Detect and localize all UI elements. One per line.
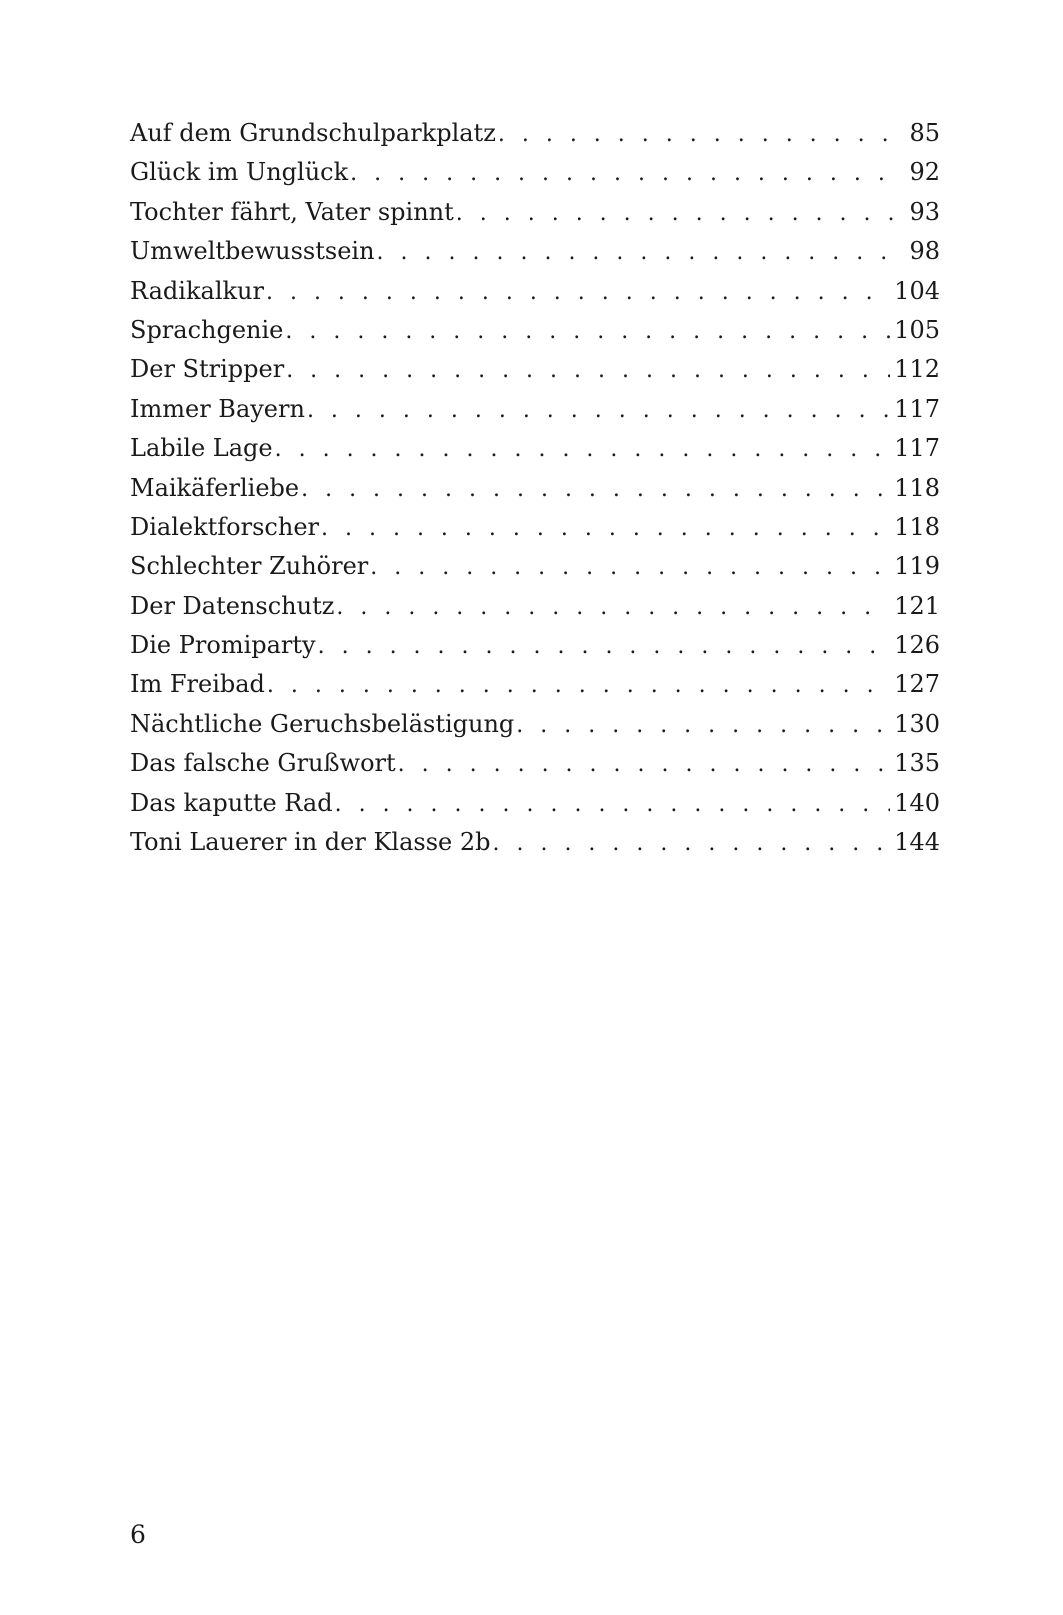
toc-entry (130, 114, 940, 153)
toc-entry (130, 784, 940, 823)
toc-entry (130, 350, 940, 389)
dot-leader (516, 706, 890, 745)
toc-entry-title: Glück im Unglück (130, 158, 349, 187)
toc-entry-title: Das kaputte Rad (130, 788, 333, 817)
toc-entry (130, 823, 940, 862)
toc-entry (130, 547, 940, 586)
dot-leader (370, 548, 890, 587)
toc-entry-page: 135 (894, 749, 940, 778)
toc-entry-page: 92 (909, 158, 940, 187)
dot-leader (318, 627, 891, 666)
toc-entry (130, 744, 940, 783)
toc-entry (130, 153, 940, 192)
dot-leader (456, 194, 896, 233)
table-of-contents (130, 114, 940, 862)
toc-entry (130, 469, 940, 508)
toc-entry-page: 117 (894, 434, 940, 463)
toc-entry-title: Der Stripper (130, 355, 285, 384)
toc-entry-page: 105 (894, 315, 940, 344)
dot-leader (275, 430, 891, 469)
dot-leader (267, 666, 890, 705)
dot-leader (498, 115, 896, 154)
dot-leader (335, 785, 891, 824)
toc-entry (130, 193, 940, 232)
toc-entry-page: 117 (894, 394, 940, 423)
toc-entry (130, 626, 940, 665)
toc-entry-title: Radikalkur (130, 276, 264, 305)
dot-leader (286, 351, 890, 390)
toc-entry-title: Immer Bayern (130, 394, 305, 423)
toc-entry-page: 126 (894, 631, 940, 660)
toc-entry-page: 144 (894, 828, 940, 857)
toc-entry-title: Toni Lauerer in der Klasse 2b (130, 828, 491, 857)
toc-entry (130, 705, 940, 744)
toc-entry-page: 118 (894, 473, 940, 502)
toc-entry-page: 118 (894, 512, 940, 541)
toc-entry-title: Dialektforscher (130, 512, 319, 541)
dot-leader (398, 745, 891, 784)
dot-leader (266, 273, 890, 312)
dot-leader (285, 312, 890, 351)
dot-leader (350, 154, 896, 193)
toc-entry-title: Labile Lage (130, 434, 273, 463)
page-number: 6 (130, 1520, 146, 1549)
toc-entry-title: Schlechter Zuhörer (130, 552, 369, 581)
toc-entry (130, 429, 940, 468)
toc-entry (130, 311, 940, 350)
dot-leader (321, 509, 890, 548)
toc-entry-page: 119 (894, 552, 940, 581)
toc-entry-page: 98 (909, 237, 940, 266)
toc-entry-page: 93 (909, 197, 940, 226)
dot-leader (307, 391, 890, 430)
toc-entry-page: 85 (909, 119, 940, 147)
toc-entry (130, 232, 940, 271)
toc-entry (130, 508, 940, 547)
toc-entry (130, 272, 940, 311)
toc-entry-page: 127 (894, 670, 940, 699)
dot-leader (301, 470, 890, 509)
toc-entry-page: 130 (894, 709, 940, 738)
toc-entry-title: Sprachgenie (130, 315, 284, 344)
dot-leader (377, 233, 896, 272)
toc-entry-page: 112 (894, 355, 940, 384)
toc-entry-page: 140 (894, 788, 940, 817)
toc-entry-title: Nächtliche Geruchsbelästigung (130, 709, 515, 738)
toc-entry-title: Das falsche Grußwort (130, 749, 396, 778)
toc-entry-title: Tochter fährt, Vater spinnt (130, 197, 454, 226)
toc-entry-title: Die Promiparty (130, 631, 316, 660)
toc-entry-page: 104 (894, 276, 940, 305)
toc-entry-title: Auf dem Grundschulparkplatz (130, 119, 496, 147)
toc-entry-page: 121 (894, 591, 940, 620)
toc-entry (130, 390, 940, 429)
toc-entry-title: Maikäferliebe (130, 473, 300, 502)
toc-entry (130, 665, 940, 704)
dot-leader (336, 588, 890, 627)
toc-entry-title: Umweltbewusstsein (130, 237, 375, 266)
toc-entry-title: Der Datenschutz (130, 591, 335, 620)
dot-leader (492, 824, 890, 863)
toc-entry-title: Im Freibad (130, 670, 265, 699)
toc-entry (130, 587, 940, 626)
